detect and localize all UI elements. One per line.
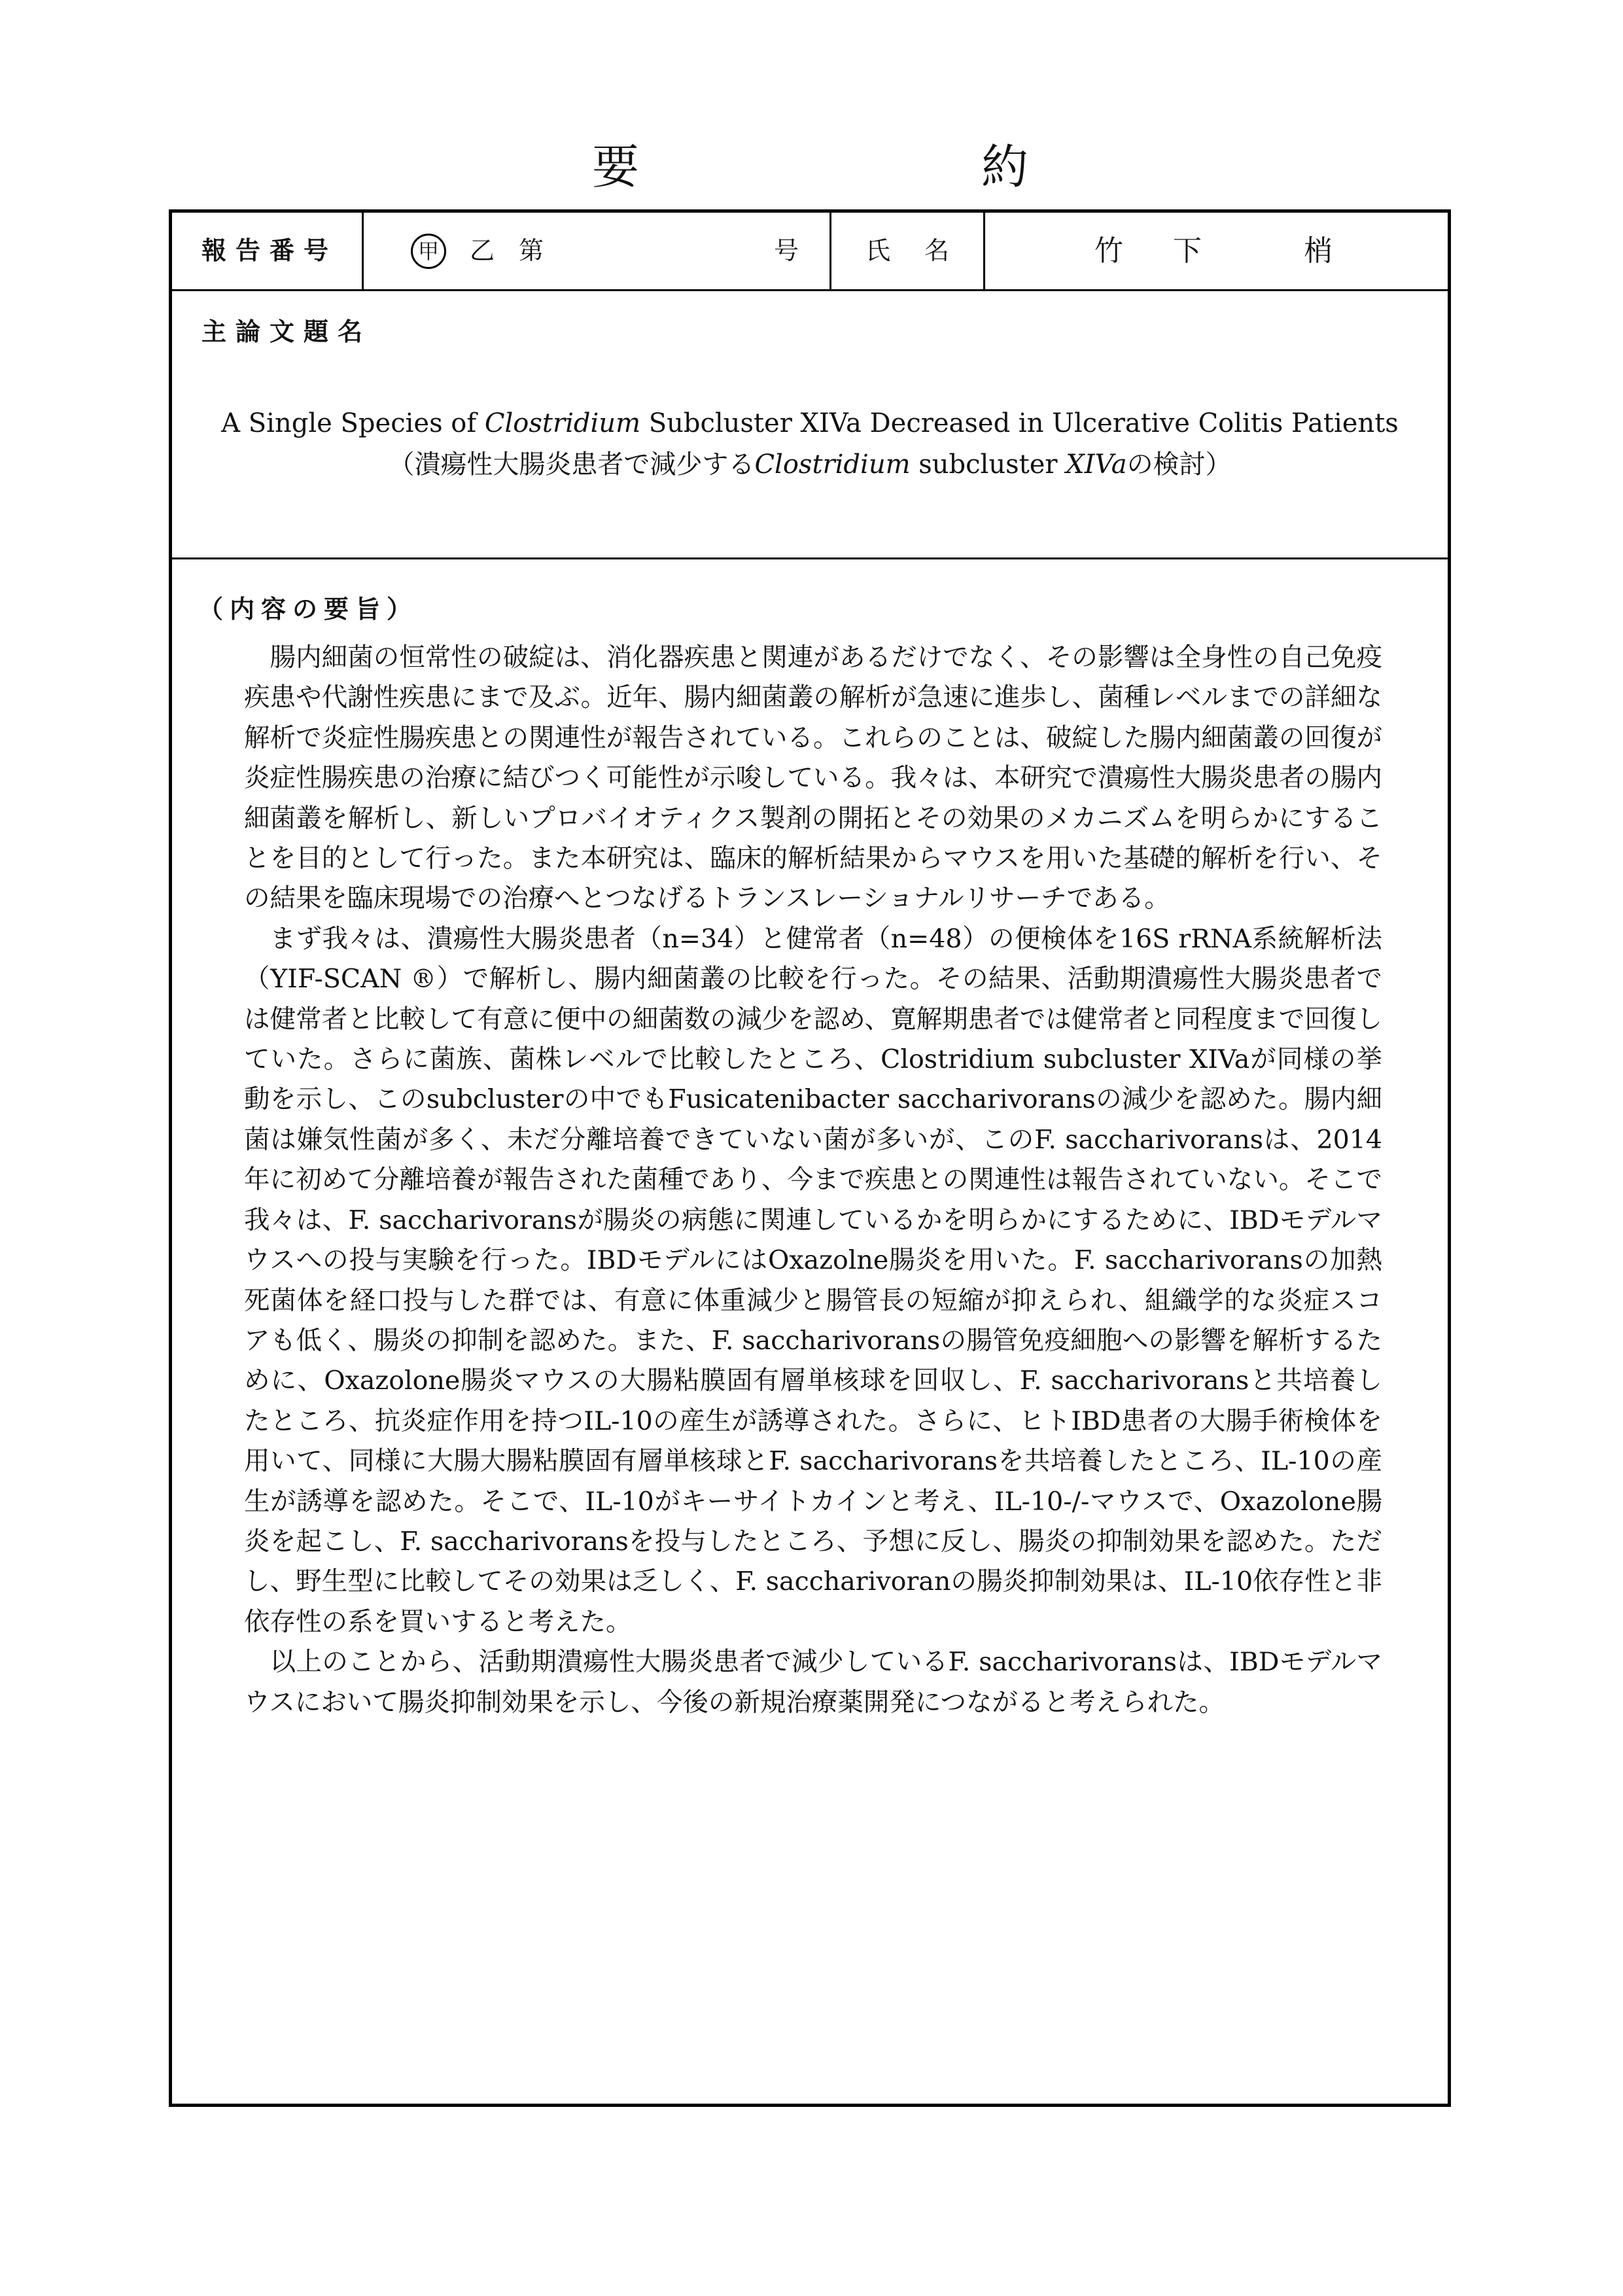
english-title-italic: Clostridium [484, 408, 640, 438]
name-char-3: 梢 [1304, 234, 1333, 268]
divider [362, 213, 364, 289]
divider [829, 213, 831, 289]
english-title-part: A Single Species of [221, 408, 485, 438]
abstract-paragraph-1: 腸内細菌の恒常性の破綻は、消化器疾患と関連があるだけでなく、その影響は全身性の自己免疫疾患や代謝性疾患にまで及ぶ。近年、腸内細菌叢の解析が急速に進歩し、菌種レベルまでの詳細な解析で炎症性腸疾患との関連性が報告されている。これらのことは、破綻した腸内細菌叢の回復が炎症性腸疾患の治療に結びつく可能性が示唆している。我々は、本研究で潰瘍性大腸炎患者の腸内細菌叢を解析し、新しいプロバイオティクス製剤の開拓とその効果のメカニズムを明らかにすることを目的として行った。また本研究は、臨床的解析結果からマウスを用いた基礎的解析を行い、その結果を臨床現場での治療へとつなげるトランスレーショナルリサーチである。 [244, 643, 1382, 914]
japanese-title-part: subcluster [910, 450, 1066, 480]
abstract-paragraph-2: まず我々は、潰瘍性大腸炎患者（n=34）と健常者（n=48）の便検体を16S rRNA系統解析法（YIF-SCAN ®）で解析し、腸内細菌叢の比較を行った。その結果、活動期潰瘍性大腸炎患者では健常者と比較して有意に便中の細菌数の減少を認め、寛解期患者では健常者と同程度まで回復していた。さらに菌族、菌株レベルで比較したところ、Clostridium subcluster XIVaが同様の挙動を示し、このsubclusterの中でもFusicatenibacter saccharivoransの減少を認めた。腸内細菌は嫌気性菌が多く、未だ分離培養できていない菌が多いが、このF. saccharivoransは、2014年に初めて分離培養が報告された菌種であり、今まで疾患との関連性は報告されていない。そこで我々は、F. saccharivoransが腸炎の病態に関連しているかを明らかにするために、IBDモデルマウスへの投与実験を行った。IBDモデルにはOxazolne腸炎を用いた。F. saccharivoransの加熱死菌体を経口投与した群では、有意に体重減少と腸管長の短縮が抑えられ、組織学的な炎症スコアも低く、腸炎の抑制を認めた。また、F. saccharivoransの腸管免疫細胞への影響を解析するために、Oxazolone腸炎マウスの大腸粘膜固有層単核球を回収し、F. saccharivoransと共培養したところ、抗炎症作用を持つIL-10の産生が誘導された。さらに、ヒトIBD患者の大腸手術検体を用いて、同様に大腸大腸粘膜固有層単核球とF. saccharivoransを共培養したところ、IL-10の産生が誘導を認めた。そこで、IL-10がキーサイトカインと考え、IL-10-/-マウスで、Oxazolone腸炎を起こし、F. saccharivoransを投与したところ、予想に反し、腸炎の抑制効果を認めた。ただし、野生型に比較してその効果は乏しく、F. saccharivoranの腸炎抑制効果は、IL-10依存性と非依存性の系を買いすると考えた。 [244, 923, 1382, 1637]
english-title-part: Subcluster XIVa Decreased in Ulcerative Colitis Patients [640, 408, 1399, 438]
go-label: 号 [774, 236, 799, 265]
thesis-section [172, 289, 1448, 559]
report-number-label: 報告番号 [201, 236, 338, 265]
name-label-1: 氏 [865, 236, 891, 265]
abstract-body [244, 638, 1382, 1723]
circled-kou: 甲 [411, 234, 446, 269]
name-char-2: 下 [1173, 234, 1202, 268]
page-title-char-1: 要 [592, 139, 640, 194]
dai-label: 第 [519, 236, 544, 265]
name-label-2: 名 [924, 236, 950, 265]
japanese-title [172, 445, 1448, 484]
page-title-char-2: 約 [981, 139, 1029, 194]
header-row [172, 213, 1448, 291]
name-char-1: 竹 [1094, 234, 1123, 268]
japanese-title-italic: Clostridium [754, 450, 911, 480]
thesis-title-label: 主論文題名 [201, 317, 372, 346]
abstract-paragraph-3: 以上のことから、活動期潰瘍性大腸炎患者で減少しているF. saccharivoransは、IBDモデルマウスにおいて腸炎抑制効果を示し、今後の新規治療薬開発につながると考えられた。 [244, 1647, 1382, 1718]
otsu-label: 乙 [470, 236, 495, 265]
divider [983, 213, 985, 289]
japanese-title-italic: XIVa [1066, 450, 1127, 480]
summary-form [169, 209, 1451, 2107]
page-title [0, 134, 1623, 213]
japanese-title-part: の検討） [1126, 450, 1232, 480]
japanese-title-part: （潰瘍性大腸炎患者で減少する [388, 450, 755, 480]
english-title [172, 404, 1448, 443]
content-label: （内容の要旨） [198, 595, 419, 624]
